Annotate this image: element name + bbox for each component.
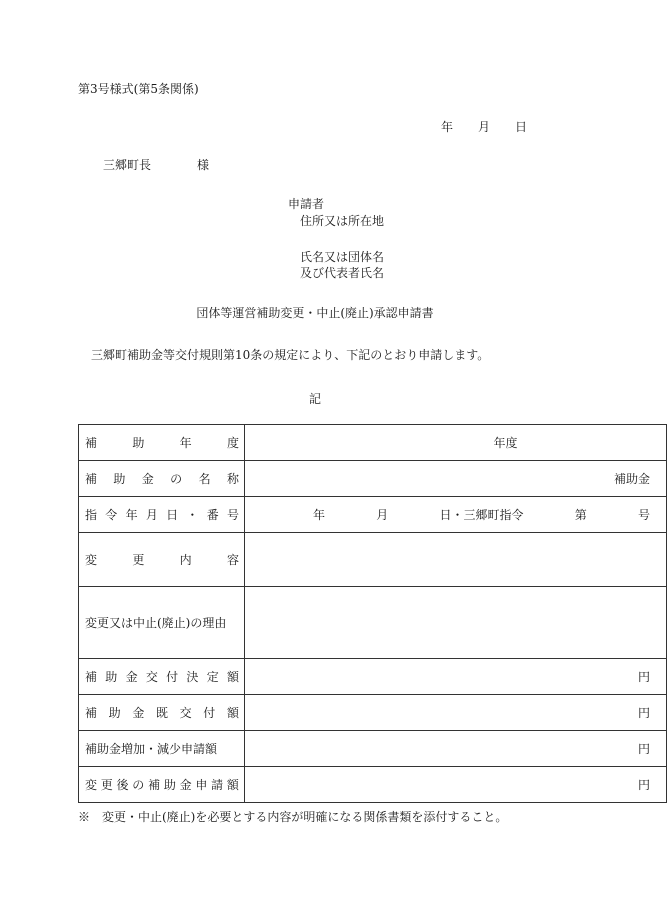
label-char: 度 (226, 436, 239, 450)
row-decided-amount (79, 659, 667, 695)
row-change-content (79, 533, 667, 587)
label-char: 助 (108, 706, 121, 720)
revised-amount-value[interactable] (245, 767, 667, 803)
value-part: 日・三郷町指令 (439, 508, 524, 522)
label-char: 日 (166, 508, 179, 522)
month-label: 月 (478, 120, 491, 134)
label-char: 助 (163, 778, 176, 792)
value-text: 補助金 (613, 472, 650, 486)
label-char: 交 (145, 670, 158, 684)
applicant-label: 申請者 (288, 197, 325, 211)
label-char: 助 (113, 472, 126, 486)
label-char: 付 (166, 670, 179, 684)
day-label: 日 (515, 120, 528, 134)
label-char: 金 (125, 670, 138, 684)
label-char: 金 (179, 778, 192, 792)
label-char: 交 (179, 706, 192, 720)
label-char: 金 (141, 472, 154, 486)
label-char: 申 (195, 778, 208, 792)
label-char: 容 (226, 553, 239, 567)
label-char: 補 (85, 706, 98, 720)
value-part: 第 (574, 508, 587, 522)
row-subsidy-name (79, 461, 667, 497)
label-char: 名 (198, 472, 211, 486)
attachment-note: ※ 変更・中止(廃止)を必要とする内容が明確になる関係書類を添付すること。 (78, 810, 508, 824)
label-char: 月 (145, 508, 158, 522)
label-char: 付 (203, 706, 216, 720)
value-text: 円 (637, 742, 650, 756)
value-text: 円 (637, 778, 650, 792)
label-char: 番 (206, 508, 219, 522)
label-char: 令 (105, 508, 118, 522)
label-char: 定 (206, 670, 219, 684)
subsidy-year-value[interactable] (245, 425, 667, 461)
addressee (103, 156, 209, 173)
label-char: ・ (186, 508, 199, 522)
representative-label: 及び代表者氏名 (300, 266, 385, 280)
value-part: 号 (637, 508, 650, 522)
row-paid-amount (79, 695, 667, 731)
value-part: 年 (313, 508, 326, 522)
year-label: 年 (441, 120, 454, 134)
paid-amount-value[interactable] (245, 695, 667, 731)
addressee-name: 三郷町長 (103, 158, 152, 172)
subsidy-year-label (79, 425, 245, 461)
label-char: 助 (105, 670, 118, 684)
directive-date-number-value[interactable] (245, 497, 667, 533)
label-char: 額 (226, 670, 239, 684)
label-char: 助 (132, 436, 145, 450)
ki-heading: 記 (308, 392, 321, 406)
label-char: 更 (132, 553, 145, 567)
date-line (441, 118, 527, 135)
label-char: 指 (85, 508, 98, 522)
label-char: の (132, 778, 145, 792)
label-char: 称 (226, 472, 239, 486)
row-directive-date-number (79, 497, 667, 533)
name-label: 氏名又は団体名 (300, 250, 385, 264)
label-char: 年 (179, 436, 192, 450)
label-text: 変更又は中止(廃止)の理由 (85, 616, 227, 630)
value-text: 円 (637, 706, 650, 720)
label-char: 決 (186, 670, 199, 684)
label-char: 金 (132, 706, 145, 720)
label-char: 変 (85, 553, 98, 567)
form-number: 第3号様式(第5条関係) (78, 82, 199, 96)
value-text: 年度 (493, 436, 518, 450)
application-table (78, 424, 667, 803)
decided-amount-label (79, 659, 245, 695)
change-content-label (79, 533, 245, 587)
change-content-value[interactable] (245, 533, 667, 587)
directive-date-number-label (79, 497, 245, 533)
revised-amount-label (79, 767, 245, 803)
addressee-honorific: 様 (197, 158, 210, 172)
label-char: 更 (100, 778, 113, 792)
label-char: 号 (226, 508, 239, 522)
label-char: 補 (85, 472, 98, 486)
address-label: 住所又は所在地 (300, 214, 385, 228)
label-char: の (170, 472, 183, 486)
row-revised-amount (79, 767, 667, 803)
document-title: 団体等運営補助変更・中止(廃止)承認申請書 (196, 306, 434, 320)
decided-amount-value[interactable] (245, 659, 667, 695)
label-char: 内 (179, 553, 192, 567)
change-reason-value[interactable] (245, 587, 667, 659)
label-char: 後 (116, 778, 129, 792)
label-char: 既 (155, 706, 168, 720)
increase-decrease-amount-value[interactable] (245, 731, 667, 767)
change-reason-label (79, 587, 245, 659)
label-char: 補 (148, 778, 161, 792)
label-char: 年 (125, 508, 138, 522)
paid-amount-label (79, 695, 245, 731)
label-char: 額 (226, 778, 239, 792)
label-char: 変 (85, 778, 98, 792)
label-char: 補 (85, 670, 98, 684)
row-change-reason (79, 587, 667, 659)
value-part: 月 (376, 508, 389, 522)
subsidy-name-label (79, 461, 245, 497)
row-subsidy-year (79, 425, 667, 461)
label-char: 請 (211, 778, 224, 792)
label-char: 補 (85, 436, 98, 450)
subsidy-name-value[interactable] (245, 461, 667, 497)
row-increase-decrease-amount (79, 731, 667, 767)
label-text: 補助金増加・減少申請額 (85, 742, 218, 756)
label-char: 額 (226, 706, 239, 720)
intro-text: 三郷町補助金等交付規則第10条の規定により、下記のとおり申請します。 (91, 348, 490, 362)
value-text: 円 (637, 670, 650, 684)
increase-decrease-amount-label (79, 731, 245, 767)
